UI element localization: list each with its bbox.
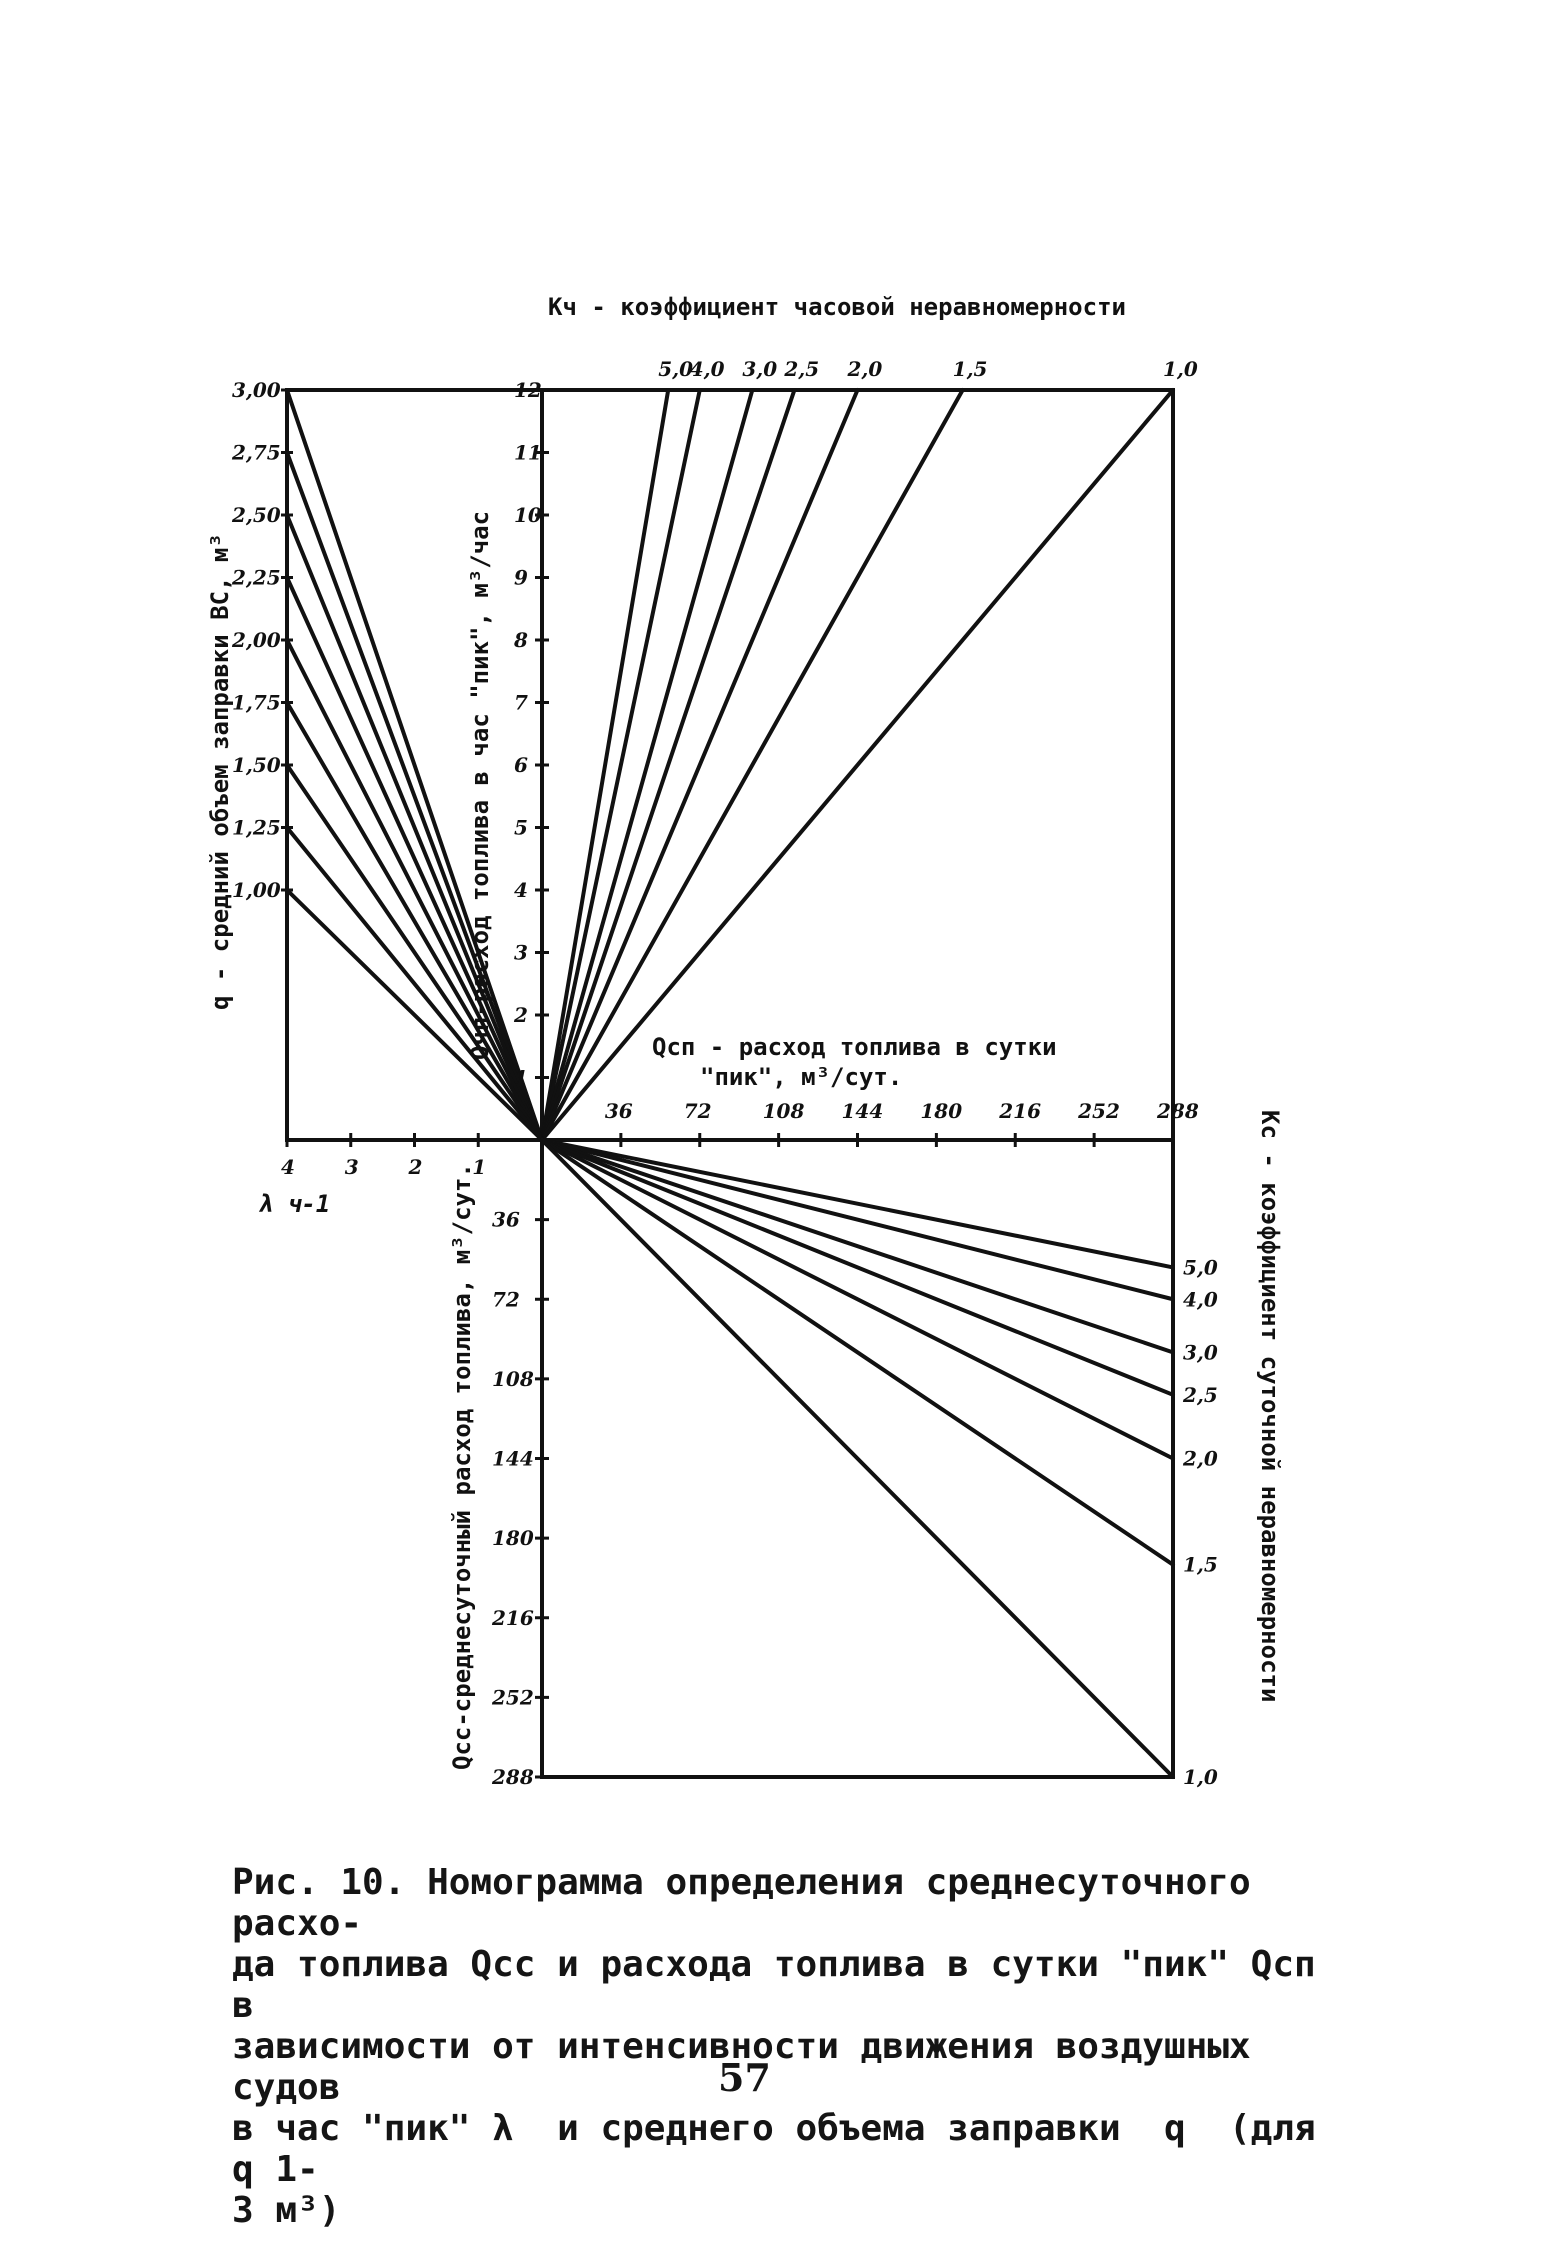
tl-ytick-label-8: 1,00 (232, 878, 281, 902)
tl-xtick-label-3: 1 (472, 1155, 487, 1179)
tr-xtick-label-2: 108 (762, 1099, 805, 1123)
br-ytick-label-3: 144 (492, 1446, 534, 1471)
tr-line-k-4 (542, 390, 858, 1140)
br-series-label-6: 1,0 (1183, 1765, 1218, 1789)
tr-axis-top-title: Кч - коэффициент часовой неравномерности (548, 293, 1126, 321)
br-series-label-2: 3,0 (1183, 1340, 1218, 1365)
tr-ytick-label-2: 3 (514, 940, 528, 965)
tr-series-label-6: 1,0 (1163, 357, 1198, 381)
page-number: 57 (718, 2055, 771, 2100)
tr-xtick-label-3: 144 (841, 1099, 884, 1123)
tl-axis-left-title: q - средний объем заправки ВС, м³ (206, 533, 234, 1010)
tl-line-q-8 (287, 890, 542, 1140)
br-line-k-3 (542, 1140, 1173, 1395)
tl-ytick-label-6: 1,50 (232, 753, 281, 777)
tr-ytick-label-9: 10 (514, 503, 542, 527)
tr-xtick-label-4: 180 (920, 1099, 963, 1123)
tr-xtick-label-7: 288 (1157, 1099, 1199, 1123)
br-axis-left-title: Qсс-среднесуточный расход топлива, м³/сут. (448, 1163, 476, 1770)
tl-line-q-3 (287, 578, 542, 1141)
br-ytick-label-1: 72 (492, 1287, 520, 1312)
tr-ytick-label-4: 5 (514, 815, 528, 840)
tl-ytick-label-0: 3,00 (232, 378, 281, 402)
tl-xtick-label-2: 2 (408, 1155, 423, 1179)
tr-line-k-2 (542, 390, 752, 1140)
br-series-label-4: 2,0 (1183, 1446, 1218, 1471)
tr-xtick-label-5: 216 (999, 1099, 1041, 1123)
br-ytick-label-5: 216 (492, 1605, 534, 1630)
br-ytick-label-6: 252 (492, 1685, 534, 1710)
br-axis-right-title: Кс - коэффициент суточной неравномерности (1256, 1110, 1284, 1703)
br-series-label-3: 2,5 (1183, 1382, 1218, 1407)
tl-line-q-6 (287, 765, 542, 1140)
tr-ytick-label-10: 11 (514, 440, 542, 465)
tr-ytick-label-8: 9 (514, 565, 528, 590)
tl-ytick-label-1: 2,75 (232, 440, 281, 465)
tr-line-k-6 (542, 390, 1173, 1140)
tl-ytick-label-7: 1,25 (232, 815, 281, 840)
tr-axis-bottom-title-line1: Qсп - расход топлива в сутки (652, 1033, 1057, 1061)
tr-series-label-2: 3,0 (742, 357, 778, 381)
chart-labels (206, 293, 1284, 1789)
tr-ytick-label-6: 7 (514, 690, 528, 715)
br-ytick-label-2: 108 (492, 1366, 534, 1391)
tl-line-q-7 (287, 828, 542, 1141)
tr-ytick-label-5: 6 (514, 753, 528, 777)
tl-line-q-4 (287, 640, 542, 1140)
br-ytick-label-4: 180 (492, 1526, 534, 1551)
tr-xtick-label-1: 72 (683, 1099, 712, 1123)
tr-series-label-1: 4,0 (689, 357, 725, 381)
tl-xtick-label-0: 4 (281, 1155, 295, 1179)
tl-line-q-1 (287, 453, 542, 1141)
br-series-label-1: 4,0 (1183, 1287, 1218, 1312)
tl-ytick-label-2: 2,50 (232, 503, 281, 527)
br-line-k-2 (542, 1140, 1173, 1352)
tr-ytick-label-1: 2 (514, 1003, 528, 1027)
tr-series-label-0: 5,0 (658, 357, 693, 381)
tr-xtick-label-0: 36 (604, 1099, 633, 1123)
tr-ytick-label-3: 4 (514, 878, 528, 902)
br-ytick-label-7: 288 (492, 1765, 534, 1789)
tr-series-label-4: 2,0 (847, 357, 883, 381)
br-line-k-4 (542, 1140, 1173, 1459)
tl-line-q-2 (287, 515, 542, 1140)
tr-ytick-label-7: 8 (514, 628, 528, 652)
figure-caption: Рис. 10. Номограмма определения среднесуточного расхо- да топлива Qсс и расхода топлива в сутки "пик" Qсп в зависимости от интенсивности движения воздушных судов в час "пик" λ и среднего объема заправки q (для q 1- 3 м³) (232, 1862, 1316, 2231)
tr-ytick-label-11: 12 (514, 378, 542, 402)
tr-ytick-label-0: 1 (514, 1065, 528, 1090)
tr-axis-left-title: Qчп-расход топлива в час "пик", м³/час (466, 510, 494, 1060)
br-line-k-1 (542, 1140, 1173, 1299)
tr-line-k-1 (542, 390, 700, 1140)
tl-xtick-label-1: 3 (344, 1155, 359, 1179)
tl-axis-bottom-title: λ ч-1 (258, 1190, 331, 1218)
tl-ytick-label-5: 1,75 (232, 690, 281, 715)
br-series-label-5: 1,5 (1183, 1552, 1218, 1577)
br-ytick-label-0: 36 (492, 1207, 520, 1232)
tr-line-k-3 (542, 390, 794, 1140)
tr-series-label-3: 2,5 (784, 357, 820, 381)
tl-ytick-label-3: 2,25 (232, 565, 281, 590)
br-line-k-6 (542, 1140, 1173, 1777)
tr-axis-bottom-title-line2: "пик", м³/сут. (700, 1063, 903, 1091)
br-series-label-0: 5,0 (1183, 1255, 1218, 1280)
tl-ytick-label-4: 2,00 (232, 628, 281, 652)
tr-xtick-label-6: 252 (1078, 1099, 1120, 1123)
tr-series-label-5: 1,5 (952, 357, 988, 381)
